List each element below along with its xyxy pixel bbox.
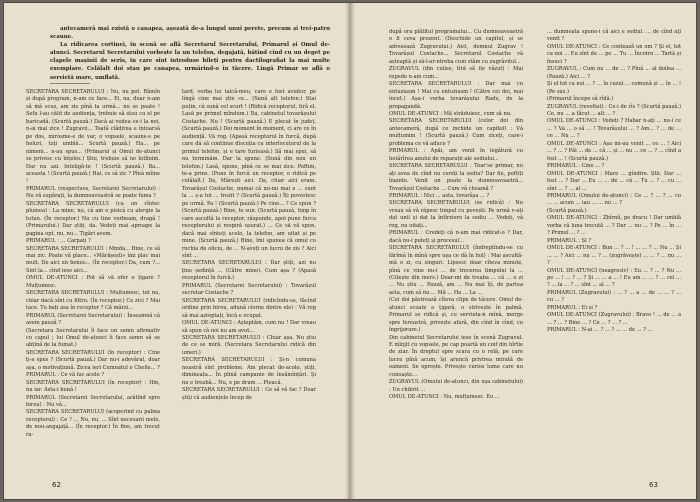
paragraph: PRIMARUL : N-ai ... ? ... ? ... ... de ... ? ... <box>547 327 653 334</box>
paragraph: OMUL DE-ATUNCI (neagresiv) : Eu ... ? ... ? Nu ... pe ... ! ... ? ... ? Și ... ... a ... ! Eu am ... ... ? ... cel ... ? ... la ... ? ... sînt ... al ... ? <box>547 267 681 289</box>
paragraph: ZUGRAVUL : Cum nu ... de ... ? Pînǎ ... al doilea ... (Pauzǎ.) Aici ... ? <box>547 66 681 80</box>
paragraph: OMUL DE-ATUNCI : Bun ... ? ... ! ... ... ? ... Nu ... Și ... ... ? Aici ... nu ... ? ... (zugrăvește) ... ... ? ... nu ... ? <box>547 245 681 267</box>
right-column-b <box>547 29 681 335</box>
paragraph: SECRETARA SECRETARULUI : Nu, nu pot. Rǎmîn și după program, n-am ce face... Ei, na, doar n-am sǎ mǎ scuz, am zis pînǎ la urmǎ... nu se poate ! Sefu l-au cǎlit de audiența, trebuie sǎ stau cu el pe baricadǎ. (Scurtǎ pauzǎ.) Dacǎ ai vedea ce-i la noi, n-ai mai zice ! Zugravii... Toatǎ clădirea e întoarsǎ pe dos, mirosme-e de var, o vopsele, scaune-s pe holuri, toți umblǎ... Scurtǎ pauzǎ.) Ha... pe nimeni... n-au spus... (Primarul și Omul de-atunci se privesc cu înțeles.) Știu, trebuie sǎ ne întîlnim. Dar nu azi. Inteligǎ-te ! (Scurtǎ pauzǎ.) Ba... aceasta ! (Scurtǎ pauzǎ.) Hai, ce sǎ zic ? Pînǎ mîine ! <box>26 89 160 185</box>
paragraph: (Scurtǎ pauzǎ.) <box>547 207 587 214</box>
paragraph: OMUL DE-ATUNCI : Vedeți ? Habar n-ați ... nu-i ce ... ? Va ... o să ... ! Tovarǎșului ... ? Am... ? ... de ... ce ... Nu ... ? <box>547 118 681 140</box>
paragraph: OMUL DE-ATUNCI : Mare ... gîndire. Știi. Dar ... fost ... ? Dar ... Eu ... ... de ... că ... Tu ... ? ... cu ... sînt ... ? ... al ... <box>547 170 681 192</box>
paragraph: după ora plătitul programului... Cu dumneavoastrǎ o fi ceva prezent. (Deschide un capitol, și se adreseazǎ Zugravului.) Aici, domnul Zugrav ! Tovarǎșul Costache... Secretarul Costache vǎ așteaptǎ și sǎ-l-ar-ntreba cum stǎm cu zugrǎvitul... <box>389 29 523 65</box>
paragraph: PRIMARUL : Ei și ? <box>547 304 598 311</box>
paragraph: (Secretara Secretarului îi face un semn afirmativ cu capul ; lui Omul de-atunci îi face semn sǎ se abțină de la fumat.) <box>26 327 160 349</box>
page-number-left: 62 <box>52 481 61 489</box>
paragraph: PRIMARUL (Secretarei Secretarului) : Tovarǎșul secretar Costache ? <box>182 282 316 297</box>
paragraph: PRIMARUL : ... Carpați ? <box>26 238 91 245</box>
paragraph: PRIMARUL (Secretarei Secretarului) : Înseamnă cǎ avem pauzǎ ? <box>26 312 160 327</box>
paragraph: tard, vorba lui taică-meu, care e fost aviator, pe lîngǎ cine mai știe ce... (Sună alt telefon.) Stai puțin, cǎ sunǎ cel scurt ! (Ridicǎ receptorul, tirǎ el. Lasǎ pe primul mîndum.) Da, cabinetul tovarǎșului Costache. Nu ! (Scurtǎ pauzǎ.) E plecat în județ. (Scurtǎ pauzǎ.) Doi moment în moment, ci are ce în audiență. Vǎ rog. (Apasǎ receptorul în furcǎ, după care dǎ să continue discuția cu interlocutorul de la primul telefon, și e tare furioasǎ.) Sǎ mai spui, sǎ nu terminǎm. Dar la spune. (Sunǎ din nou un telefon.) Lasǎ, spune, pînǎ ce se mai zice. Poftim, te-a prins. (Pune în furcǎ un receptor, o ridicǎ pe celǎlalt.) Da, Mărești aici. Da, chiar aici eram. Tovarǎșul Costache, numai că nu-mi mai e ... sunt la ... ș-a tot ... trezit ? (Scurtǎ pauzǎ.) Îți povestesc pe urmǎ. Pa ! (Scurtǎ pauzǎ.) Pe cine... ? Ce spun ? (Scurtǎ pauzǎ.) Bine, te sun. (Scurtǎ pauzǎ, timp în care ascultǎ la receptor, răspunde, apoi pune furca receptorului și respirǎ ușurat.) ... Ce să vă spun, dacă mai sînteți acolo, la telefon, am uitat și pe mine. (Scurtǎ pauzǎ.) Bine, îmi spunea că omul cu rochia de oficiu, de ... N-aveți un lucru de zis ? Aici sînt ... <box>182 89 316 259</box>
paragraph: PRIMARUL : Și ? <box>547 237 592 244</box>
left-column-a <box>26 89 160 439</box>
paragraph: SECRETARA SECRETARULUI : Ce să vă fac ? Doar știți cǎ audiențele încep de <box>182 387 316 401</box>
paragraph: OMUL DE-ATUNCI : Nu, mulțumesc. Eu ... <box>389 394 500 401</box>
paragraph: SECRETARA SECRETARULUI (în receptor) : Cine ți-a spus ? (Scurtǎ pauzǎ.) Dar nu-i adevǎrat, doar așa, o motivațiunǎ. Zicea ieri Cumnatul o Cheile... ? <box>26 349 160 371</box>
book-spread <box>4 3 696 499</box>
paragraph: PRIMARUL : Apăi, am venit în legǎturǎ cu hotǎrîrea anului de reparații ale sediului... <box>389 148 523 162</box>
left-column-b <box>182 89 316 402</box>
paragraph: PRIMARUL (Zugravului) : ... ? ... a ... de ... ... ? ... cu ... ? <box>547 289 681 304</box>
paragraph: PRIMARUL : Credeți cǎ n-am mai ridicat-o ? Dar, dacă nu-i puteți și procesul... <box>389 230 523 244</box>
paragraph: PRIMARUL (respectuos, Secretarei Secretarului) : Nu vǎ supǎrați, la dumneavoastrǎ se poate fuma ? <box>26 185 160 200</box>
paragraph: SECRETARA SECRETARULUI (acoperind cu palma receptorul) : Ce ? ... Nu, nu, ... Sînt necesarii mele, de nou-angajațǎ... (În receptor.) În fine, am trecut ra- <box>26 409 160 438</box>
separator <box>50 83 90 84</box>
paragraph: SECRETARA SECRETARULUI : Mmda... Bine, ce să mai zic. Poate vă place... «Mărășești» îmi plac mai mult. De aici un bonus... (În receptor.) Da, cum ?... Sint la... cînd iese aici... <box>26 245 160 274</box>
paragraph: OMUL DE-ATUNCI : Așteptăm, cum nu ! Dar vreau să spun cǎ noi nu am avut... <box>182 320 316 334</box>
paragraph: PRIMARUL (Secretarei Secretarului, arǎtînd spre birou) : Nu vǎ... <box>26 394 160 409</box>
paragraph: (Primarul începe să rîdǎ.) <box>547 96 614 103</box>
paragraph: ZUGRAVUL (revoltat) : Ce-i de rîs ? (Scurtǎ pauzǎ.) Ce, nu ... a făcut ... alt ... ? <box>547 103 681 117</box>
paragraph: Și el tot ca noi ... ? ... în cazul ... comunǎ și ... în ... ! (Pe sus.) <box>547 81 681 95</box>
left-page <box>4 3 349 499</box>
paragraph: (Cei doi păstreazǎ cîteva clipe de tǎcere. Omul de-atunci scoate o țigarǎ, o strivește în palmǎ. Primarul se ridicǎ și, cu servieta-n mînǎ, merge spre fereastrǎ, privește afarǎ, din cînd în cînd, cu îngrijorare.) <box>389 297 523 334</box>
paragraph: OMUL DE-ATUNCI : Zbîrnîi, pe dracu ! Dar umblǎ vorba cǎ luna trecută ... ? Dar ... nu ... ? Pe ... în ... ? Primul ... ? ... <box>547 215 681 237</box>
paragraph: ... dumneata spune-i cǎ aici e sediul. ... de cînd ați venit ? <box>547 29 681 43</box>
paragraph: SECRETARA SECRETARULUI : Dar știți, azi nu ține ședință ... (Către mine). Cum așa ? (Apasǎ receptorul în furcǎ.) <box>182 260 316 282</box>
paragraph: PRIMARUL : Cine ... ? <box>547 163 605 170</box>
paragraph: antecamerǎ mai existǎ o canapea, așezatǎ de-a lungul unui perete, precum și trei-patru scaune. <box>50 26 330 41</box>
paragraph: PRIMARUL : Ce vă fac acolo ? <box>26 372 105 379</box>
stage-directions-intro <box>50 25 330 82</box>
right-page <box>351 3 696 499</box>
paragraph: SECRETARA SECRETARULUI : Chiar așa. Nu știu de ce se miră. (Secretara Secretarului ridică din umeri.) <box>182 334 316 356</box>
paragraph: SECRETARA SECRETARULUI (ca un cîntec plumea) : La mine, nu, cǎ am o pisicǎ cu alergie la tutun. (În receptor.) Nu cu tine vorbeam, dragǎ ! (Primarului.) Dar știți, da. Vedeți mai aproape la pagina opt, nu, nu... Țigări avem. <box>26 200 160 237</box>
paragraph: SECRETARA SECRETARULUI : Multumesc, tot nu, chiar dacǎ sînt cu filtru. (În receptor.) Ce zici ? Mai tace. Tu bați asa în receptor ? Cǎ mǎrzi... <box>26 290 160 312</box>
paragraph: SECRETARA SECRETARULUI : Dar mai cu entuziasm ! Mai cu entuziasm ! (Către cei doi, mai încet.) Așa-i vorba tovarǎșului Radu, de la propagandǎ. <box>389 81 523 110</box>
paragraph: La ridicarea cortinei, în scenǎ se aflǎ Secretarul Secretarului, Primarul și Omul de-atunci. Secretarul Secretarului vorbește la un telefon, degajatǎ, bǎtînd cînd cu un deget pe clapele mașinii de scris, în care sînt introduse bileți pentru dactilografiat la mai multe exemplare. Celălalt doi stau pe canapea, urmǎrind-o în tǎcere. Lîngǎ Primar se aflǎ o servietǎ mare, umflatǎ. <box>50 42 330 81</box>
paragraph: OMUL DE-ATUNCI (Zugravului) : Bravo ! ... de ... a ... ? ... ? Bine ... ? Ce ... ? ... ? ... <box>547 312 681 326</box>
page-number-right: 63 <box>649 481 658 489</box>
paragraph: SECRETARA SECRETARULUI : Toar'se primar, nu ați avea de cînd nu cereți la sediu? Dar fie, poftiți înainte. Venit un poate la dumneavoastră... Tovarǎșul Costache ... Cum vǎ cheamă ? <box>389 163 523 192</box>
paragraph: SECRETARA SECRETARULUI (ridicîndu-se, făcînd ordine prin birou, adună ciorne dintre ele) : Vă rog să mai așteptați, încǎ e ocupat. <box>182 297 316 319</box>
paragraph: SECRETARA SECRETARULUI (îndreptîndu-se cu fărîmǎ în mînǎ spre ușa ce dǎ în hol) : Mai ascultǎ-mǎ o zi, cu singuri. Lipsesc doar cîteva minute, pînǎ ce vine nu-i ... de trecerea timpului la ... (Citește din mers.) Doar-mi de treaba ... că ... o zi ... Nu știu ... Pauză, am ... Nu mai îți, de partea asta, cum să nu ... Mă ... Ha ... La ... <box>389 245 523 296</box>
paragraph: ZUGRAVUL (din culise, tîrǎ să fie văzut) : Mai repede n-am cum... <box>389 66 523 80</box>
right-column-a <box>389 29 523 402</box>
paragraph: PRIMARUL : Nici ... asta, tovarǎșa ... ? <box>389 192 490 199</box>
paragraph: ZUGRAVUL (Omului de-atunci, din ușa cabinetului) : Un chibrit ... <box>389 379 523 393</box>
paragraph: OMUL DE-ATUNCI : Așa mi-au venit ... ce ... ! Aici ... ? ... ? Păi ... de ... că ... și ... nu ... ce ... ? ... cînd a fost ... ! (Scurtǎ pauzǎ.) <box>547 140 681 162</box>
paragraph: PRIMARUL (Omului de-atunci) : Ce ... ? ... ? ... cu ... ... acum ... iau ... ... nu ... ? <box>547 192 681 207</box>
paragraph: OMUL DE-ATUNCI : Ce contează un om ? Și el, tot ca noi ... Eu sînt de ... pe ... Tu ... Încotro ... Tartă și însuci ? <box>547 43 681 65</box>
paragraph: SECRETARA SECRETARULUI (celor doi din antecamerǎ, după ce inchide un capitol) : Vǎ mulțumim ! (Scurtǎ pauzǎ.) Cum ziceți, care-i problema ce vǎ aduce ? <box>389 118 523 147</box>
paragraph: OMUL DE-ATUNCI : Mă străduiesc, cum să nu. <box>389 110 512 117</box>
paragraph: SECRETARA SECRETARULUI : Și-n comuna noastră sînt probleme. Am plecat de-acolo, știți, dimineața... În plină campanie de însămînțări. Și nu e treabǎ... Nu, e pe drum ... Pleacǎ. <box>182 357 316 386</box>
paragraph: Din cabinetul Secretarului iese în scenǎ Zugravul. E mînjit cu vopsele, pe cap poartǎ un coif din hîrtie de ziar. În dreptul spre scara cu o rolǎ, pe care lucra pînǎ acum, își aruncǎ privirea mirată de oameni. Se oprește. Privește curios lume care nu cunoaște... <box>389 334 523 378</box>
paragraph: SECRETARA SECRETARULUI (se ridicǎ) : Nu vreau sǎ vǎ răpesc timpul cu povești. Pe urmǎ v-ați dat unii și dat la întîrziere la sediu ... Vedeți, vǎ rog, nu uitați... <box>389 200 523 229</box>
paragraph: SECRETARA SECRETARULUI (în receptor) : Hm, nu iar. Asta-i bunǎ ! <box>26 379 160 394</box>
paragraph: OMUL DE-ATUNCI : Pot să vă ofer o țigare ? Mulțumesc. <box>26 275 160 289</box>
